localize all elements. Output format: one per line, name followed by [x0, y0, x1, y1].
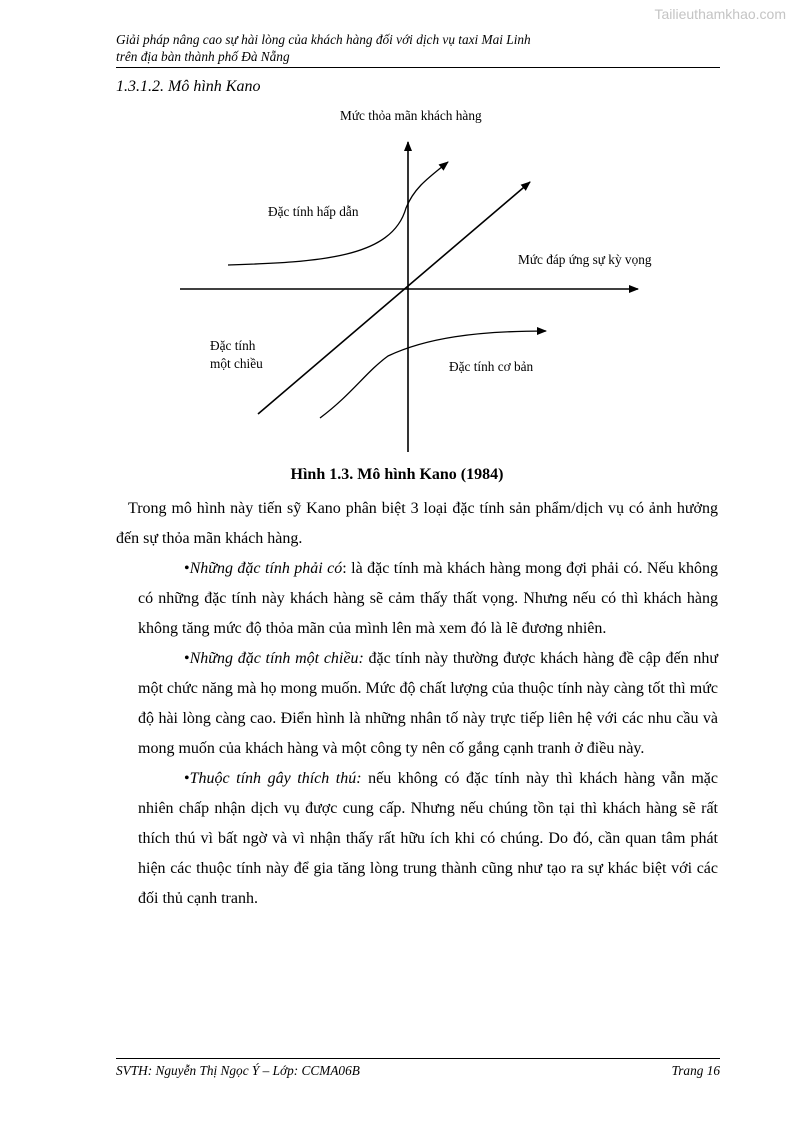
- page-number: Trang 16: [671, 1063, 720, 1078]
- bullet-paragraph-attractive: [138, 764, 718, 914]
- one-dimensional-label-line-2: một chiều: [210, 356, 263, 371]
- intro-paragraph: Trong mô hình này tiến sỹ Kano phân biệt 3 loại đặc tính sản phẩm/dịch vụ có ảnh hưởng đến sự thỏa mãn khách hàng.: [116, 500, 718, 547]
- one-dimensional-label-line-1: Đặc tính: [210, 338, 256, 353]
- header-line-2: trên địa bàn thành phố Đà Nẵng: [116, 49, 290, 64]
- y-axis-label: Mức thỏa mãn khách hàng: [340, 108, 482, 123]
- bullet-term: Những đặc tính phải có: [189, 560, 343, 577]
- basic-label: Đặc tính cơ bản: [449, 359, 534, 374]
- watermark: Tailieuthamkhao.com: [654, 6, 786, 22]
- bullet-paragraph-must-be: [138, 554, 718, 644]
- bullet-paragraph-one-dimensional: [138, 644, 718, 764]
- x-axis-label: Mức đáp ứng sự kỳ vọng: [518, 252, 652, 267]
- body-text: [116, 494, 719, 914]
- page-footer: [116, 1058, 720, 1079]
- bullet-text: : là đặc tính mà khách hàng mong đợi phải có. Nếu không có những đặc tính này khách hàng sẽ cảm thấy thất vọng. Nhưng nếu có thì khách hàng không tăng mức độ thỏa mãn của mình lên mà xem đó là lẽ đương nhiên.: [138, 560, 719, 637]
- page-header: [116, 31, 720, 68]
- bullet-icon: •: [184, 560, 190, 577]
- figure-caption: Hình 1.3. Mô hình Kano (1984): [290, 466, 504, 483]
- bullet-text: nếu không có đặc tính này thì khách hàng vẫn mặc nhiên chấp nhận dịch vụ được cung cấp. Nhưng nếu chúng tồn tại thì khách hàng sẽ rất thích thú vì bất ngờ và vì nhận thấy rất hữu ích khi có chúng. Do đó, cần quan tâm phát hiện các thuộc tính này để gia tăng lòng trung thành cũng như tạo ra sự khác biệt với các đối thủ cạnh tranh.: [138, 770, 718, 907]
- header-line-1: Giải pháp nâng cao sự hài lòng của khách hàng đối với dịch vụ taxi Mai Linh: [116, 32, 531, 47]
- bullet-text: đặc tính này thường được khách hàng đề cập đến như một chức năng mà họ mong muốn. Mức độ chất lượng của thuộc tính này càng tốt thì mức độ hài lòng càng cao. Điển hình là những nhân tố này trực tiếp liên hệ với các nhu cầu và mong muốn của khách hàng và một công ty nên cố gắng cạnh tranh ở điều này.: [138, 650, 718, 757]
- bullet-term: Thuộc tính gây thích thú:: [189, 770, 362, 787]
- bullet-icon: •: [184, 650, 190, 667]
- bullet-term: Những đặc tính một chiều:: [189, 650, 364, 667]
- footer-author: SVTH: Nguyễn Thị Ngọc Ý – Lớp: CCMA06B: [116, 1063, 360, 1078]
- attractive-label: Đặc tính hấp dẫn: [268, 204, 359, 219]
- section-title: 1.3.1.2. Mô hình Kano: [116, 78, 261, 95]
- bullet-icon: •: [184, 770, 190, 787]
- kano-diagram: [170, 100, 690, 460]
- kano-diagram-svg: [170, 100, 690, 460]
